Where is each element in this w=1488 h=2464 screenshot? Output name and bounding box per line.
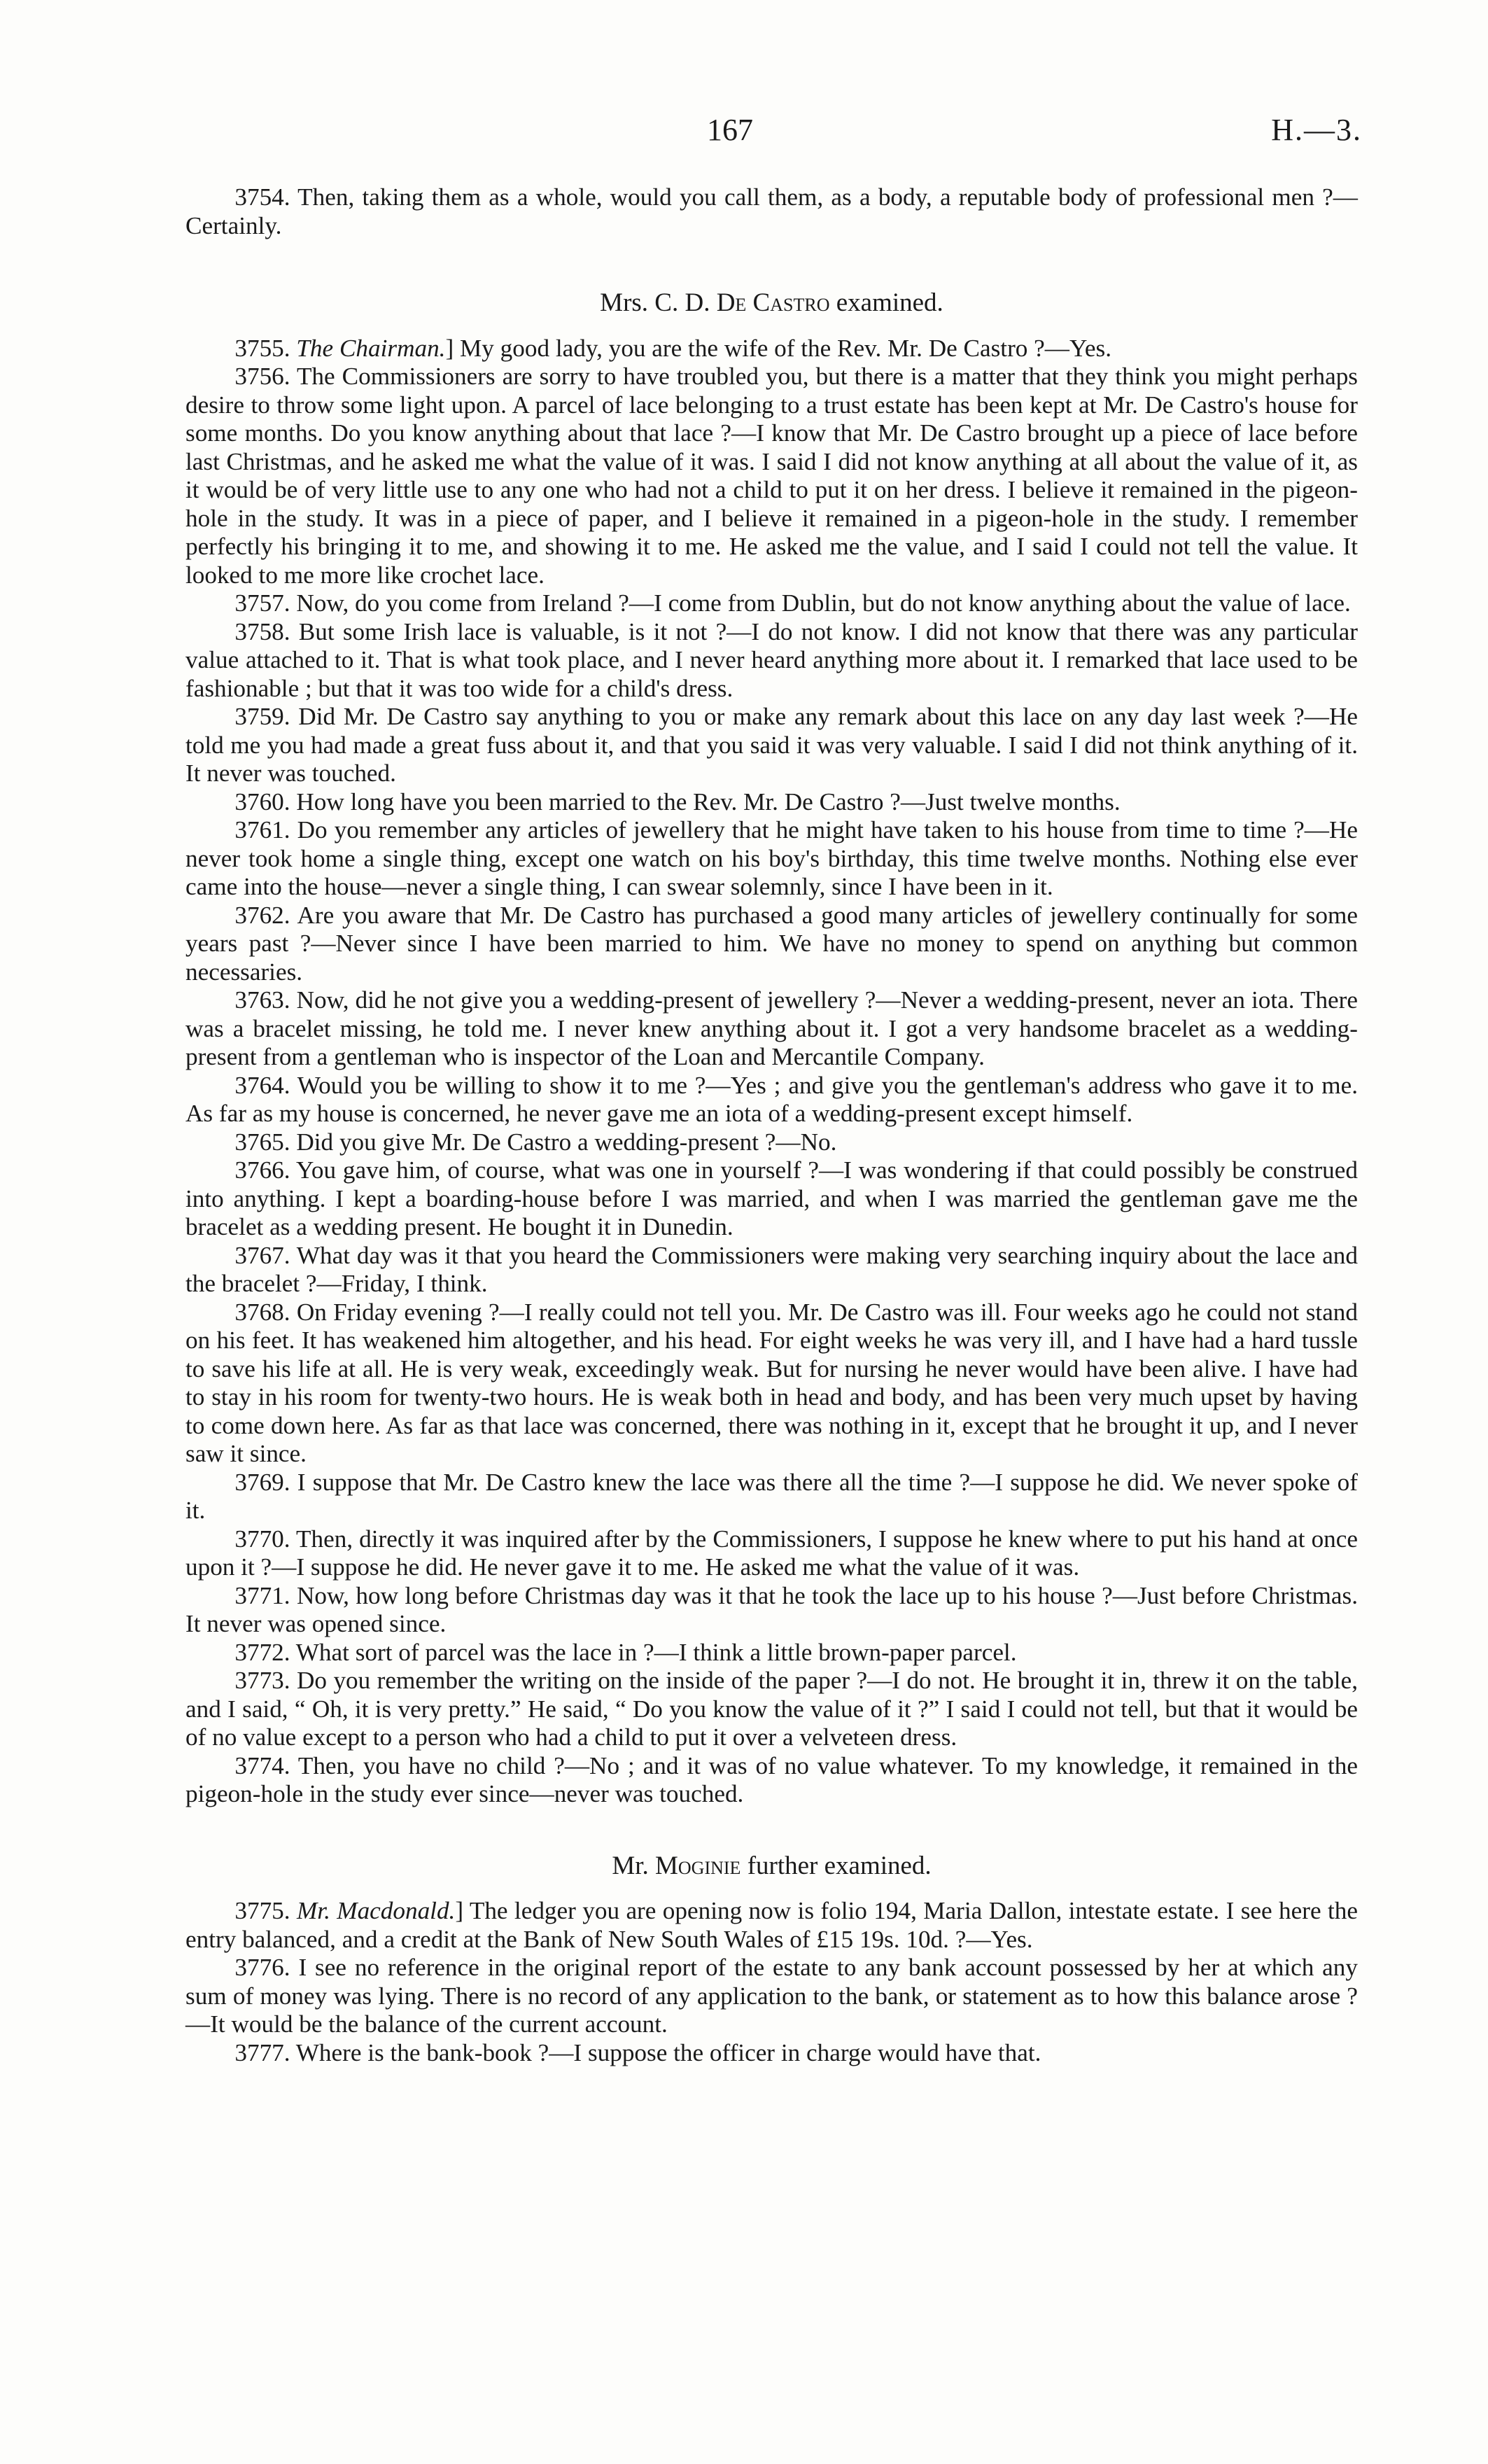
speaker: The Chairman.	[296, 334, 446, 362]
heading-suffix: further examined.	[741, 1851, 932, 1880]
question-text: ] The ledger you are opening now is folio 194, Maria Dallon, intestate estate. I see here the entry balanced, and a credit at the Bank of New South Wales of £15 19s. 10d. ?—Yes.	[185, 1897, 1358, 1953]
paragraph-3776: 3776. I see no reference in the original report of the estate to any bank account possessed by her at which any sum of money was lying. There is no record of any application to the bank, or statement as to how this balance arose ?—It would be the balance of the current account.	[185, 1954, 1358, 2038]
paragraph-3757: 3757. Now, do you come from Ireland ?—I come from Dublin, but do not know anything about the value of lace.	[234, 589, 1351, 617]
heading-surname: Moginie	[655, 1851, 741, 1880]
paragraph-3759: 3759. Did Mr. De Castro say anything to you or make any remark about this lace on any day last week ?—He told me you had made a great fuss about it, and that you said it was very valuable. I said I did not think anything of it. It never was touched.	[185, 703, 1358, 787]
paragraph-3758: 3758. But some Irish lace is valuable, is it not ?—I do not know. I did not know that there was any particular value attached to it. That is what took place, and I never heard anything more about it. I remarked that lace used to be fashionable ; but that it was too wide for a child's dress.	[185, 617, 1358, 702]
paragraph-3755	[185, 335, 1358, 363]
question-text: ] My good lady, you are the wife of the Rev. Mr. De Castro ?—Yes.	[445, 334, 1111, 362]
paragraph-3771: 3771. Now, how long before Christmas day was it that he took the lace up to his house ?—Just before Christmas. It never was opened since.	[185, 1581, 1358, 1637]
paragraph-3766: 3766. You gave him, of course, what was one in yourself ?—I was wondering if that could possibly be construed into anything. I kept a boarding-house before I was married, and when I was married the gentleman gave me the bracelet as a wedding present. He bought it in Dunedin.	[185, 1156, 1358, 1240]
paragraph-3767: 3767. What day was it that you heard the Commissioners were making very searching inquiry about the lace and the bracelet ?—Friday, I think.	[185, 1241, 1358, 1297]
section-heading-moginie	[185, 1852, 1358, 1881]
heading-surname: De Castro	[716, 288, 830, 317]
paragraph-3774: 3774. Then, you have no child ?—No ; and it was of no value whatever. To my knowledge, it remained in the pigeon-hole in the study ever since—never was touched.	[185, 1751, 1358, 1807]
question-number: 3755.	[234, 334, 297, 362]
paragraph-3763: 3763. Now, did he not give you a wedding-present of jewellery ?—Never a wedding-present, never an iota. There was a bracelet missing, he told me. I never knew anything about it. I got a very handsome bracelet as a wedding-present from a gentleman who is inspector of the Loan and Mercantile Company.	[185, 986, 1358, 1070]
page-number: 167	[707, 113, 753, 147]
paragraph-3754: 3754. Then, taking them as a whole, would you call them, as a body, a reputable body of professional men ?—Certainly.	[185, 183, 1358, 239]
paragraph-3769: 3769. I suppose that Mr. De Castro knew the lace was there all the time ?—I suppose he did. We never spoke of it.	[185, 1468, 1358, 1524]
heading-prefix: Mr.	[612, 1851, 655, 1880]
paragraph-3765: 3765. Did you give Mr. De Castro a wedding-present ?—No.	[234, 1128, 837, 1156]
heading-prefix: Mrs. C. D.	[600, 288, 717, 317]
heading-suffix: examined.	[829, 288, 943, 317]
paragraph-3764: 3764. Would you be willing to show it to me ?—Yes ; and give you the gentleman's address who gave it to me. As far as my house is concerned, he never gave me an iota of a wedding-present except himself.	[185, 1071, 1358, 1127]
page-body	[185, 183, 1358, 2067]
section-heading-de-castro	[185, 289, 1358, 318]
paragraph-3761: 3761. Do you remember any articles of jewellery that he might have taken to his house from time to time ?—He never took home a single thing, except one watch on his boy's birthday, this time twelve months. Nothing else ever came into the house—never a single thing, I can swear solemnly, since I have been in it.	[185, 816, 1358, 900]
paragraph-3768: 3768. On Friday evening ?—I really could not tell you. Mr. De Castro was ill. Four weeks ago he could not stand on his feet. It has weakened him altogether, and his head. For eight weeks he was very ill, and I have had a hard tussle to save his life at all. He is very weak, exceedingly weak. But for nursing he never would have been alive. I have had to stay in his room for twenty-two hours. He is weak both in head and body, and has been very much upset by having to come down here. As far as that lace was concerned, there was nothing in it, except that he brought it up, and I never saw it since.	[185, 1298, 1358, 1467]
document-reference: H.—3.	[1271, 113, 1362, 147]
page-header	[0, 112, 1488, 154]
paragraph-3760: 3760. How long have you been married to the Rev. Mr. De Castro ?—Just twelve months.	[234, 788, 1121, 816]
paragraph-3772: 3772. What sort of parcel was the lace in ?—I think a little brown-paper parcel.	[234, 1638, 1017, 1666]
paragraph-3762: 3762. Are you aware that Mr. De Castro has purchased a good many articles of jewellery continually for some years past ?—Never since I have been married to him. We have no money to spend on anything but common necessaries.	[185, 901, 1358, 986]
paragraph-3756: 3756. The Commissioners are sorry to have troubled you, but there is a matter that they think you might perhaps desire to throw some light upon. A parcel of lace belonging to a trust estate has been kept at Mr. De Castro's house for some months. Do you know anything about that lace ?—I know that Mr. De Castro brought up a piece of lace before last Christmas, and he asked me what the value of it was. I said I did not know anything at all about the value of it, as it would be of very little use to any one who had not a child to put it on her dress. I believe it remained in the pigeon-hole in the study. It was in a piece of paper, and I believe it remained in a pigeon-hole in the study. I remember perfectly his bringing it to me, and showing it to me. He asked me the value, and I said I could not tell the value. It looked to me more like crochet lace.	[185, 363, 1358, 589]
paragraph-3770: 3770. Then, directly it was inquired after by the Commissioners, I suppose he knew where to put his hand at once upon it ?—I suppose he did. He never gave it to me. He asked me what the value of it was.	[185, 1525, 1358, 1581]
paragraph-3777: 3777. Where is the bank-book ?—I suppose the officer in charge would have that.	[234, 2038, 1041, 2066]
question-number: 3775.	[234, 1897, 297, 1924]
speaker: Mr. Macdonald.	[296, 1897, 456, 1924]
paragraph-3773: 3773. Do you remember the writing on the inside of the paper ?—I do not. He brought it in, threw it on the table, and I said, “ Oh, it is very pretty.” He said, “ Do you know the value of it ?” I said I could not tell, but that it would be of no value except to a person who had a child to put it over a velveteen dress.	[185, 1667, 1358, 1751]
paragraph-3775	[185, 1897, 1358, 1954]
